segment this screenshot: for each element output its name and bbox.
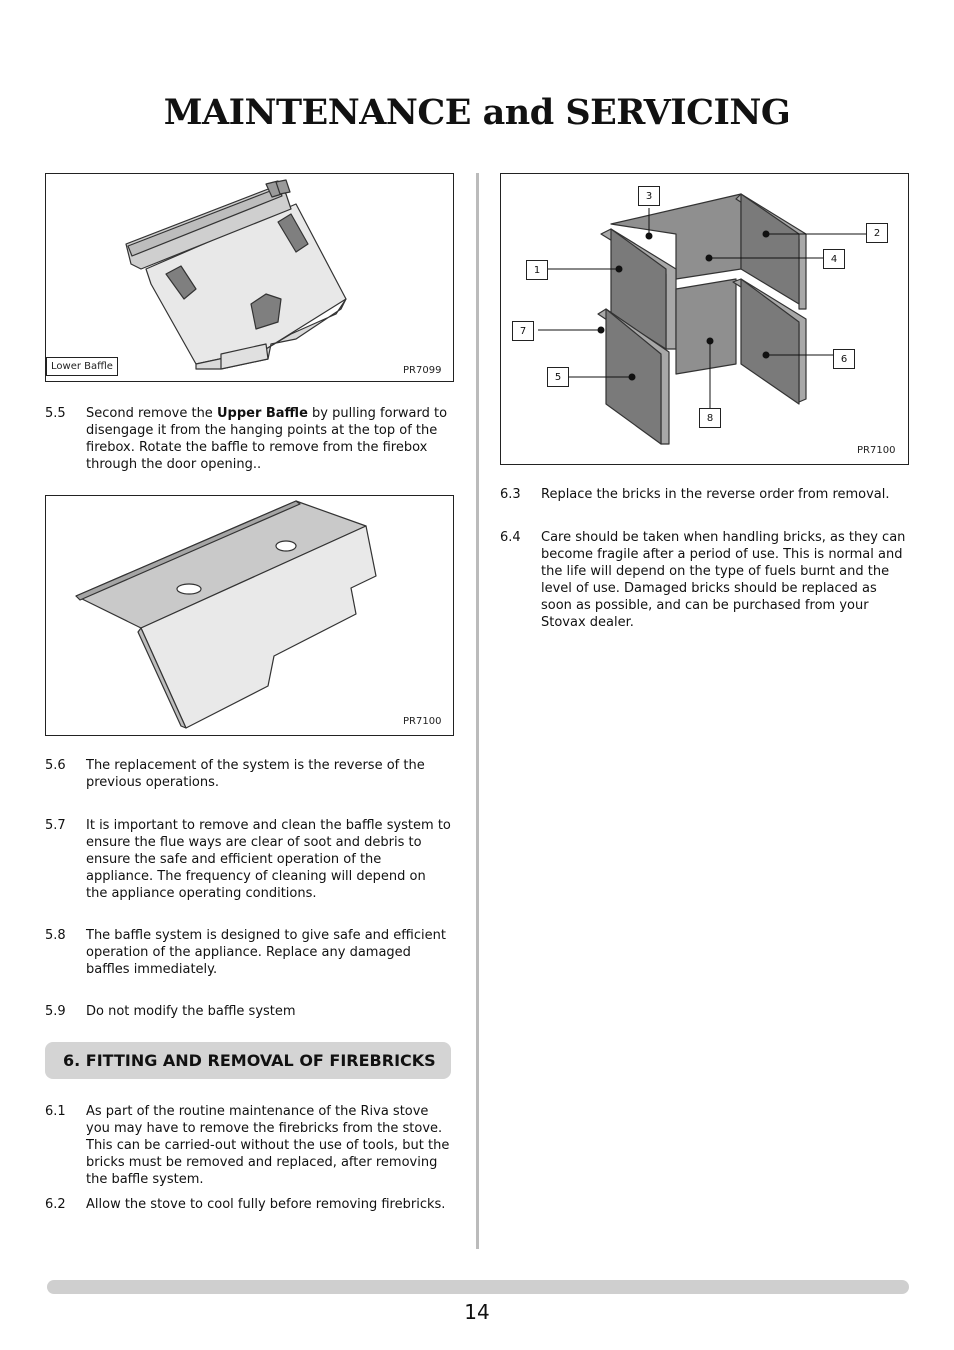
callout-label-8: 8	[699, 408, 721, 428]
paragraph-text: Replace the bricks in the reverse order from removal.	[541, 487, 890, 502]
paragraph-number: 6.1	[45, 1104, 66, 1119]
paragraph-text: Do not modify the baffle system	[86, 1004, 296, 1019]
column-divider	[476, 173, 479, 1249]
paragraph-5-7	[45, 817, 455, 905]
callout-label-1: 1	[526, 260, 548, 280]
lower-baffle-label: Lower Baffle	[46, 357, 118, 376]
paragraph-number: 5.9	[45, 1004, 66, 1019]
paragraph-text: The baffle system is designed to give safe and efficient operation of the appliance. Replace any damaged baffles immediately.	[86, 928, 446, 977]
page-title: MAINTENANCE and SERVICING	[163, 92, 791, 133]
paragraph-5-9	[45, 1003, 455, 1023]
callout-label-4: 4	[823, 249, 845, 269]
paragraph-text: The replacement of the system is the reverse of the previous operations.	[86, 758, 425, 790]
text-run: by pulling forward to disengage it from the hanging points at the top of the firebox. Rotate the baffle to remove from the firebox through the door opening..	[86, 406, 448, 472]
paragraph-number: 5.6	[45, 758, 66, 773]
paragraph-text: As part of the routine maintenance of the Riva stove you may have to remove the firebricks from the stove. This can be carried-out without the use of tools, but the bricks must be removed and replaced, after removing the baffle system.	[86, 1104, 450, 1187]
firebricks-figure	[500, 173, 909, 465]
callout-label-5: 5	[547, 367, 569, 387]
paragraph-text: Care should be taken when handling bricks, as they can become fragile after a period of use. This is normal and the life will depend on the type of fuels burnt and the level of use. Damaged bricks should be replaced as soon as possible, and can be purchased from your Stovax dealer.	[541, 530, 906, 630]
paragraph-6-3	[500, 486, 910, 506]
figure-id-pr7100: PR7100	[403, 716, 442, 727]
paragraph-6-4	[500, 529, 910, 630]
paragraph-5-5	[45, 405, 455, 477]
upper-baffle-figure	[45, 495, 454, 736]
paragraph-6-2	[45, 1196, 455, 1216]
paragraph-text	[86, 405, 456, 473]
paragraph-number: 5.5	[45, 406, 66, 421]
paragraph-text: Allow the stove to cool fully before removing firebricks.	[86, 1197, 446, 1212]
text-run: Second remove the	[86, 406, 217, 421]
figure-id-pr7100: PR7100	[857, 445, 896, 456]
paragraph-5-8	[45, 927, 455, 981]
paragraph-5-6	[45, 757, 455, 793]
lower-baffle-figure	[45, 173, 454, 382]
paragraph-number: 6.4	[500, 530, 521, 545]
upper-baffle-term: Upper Baffle	[216, 406, 308, 421]
lower-baffle-illustration	[46, 174, 453, 381]
paragraph-number: 5.7	[45, 818, 66, 833]
figure-id-pr7099: PR7099	[403, 365, 442, 376]
paragraph-number: 5.8	[45, 928, 66, 943]
section-heading-firebricks: 6. FITTING AND REMOVAL OF FIREBRICKS	[45, 1042, 451, 1079]
paragraph-number: 6.3	[500, 487, 521, 502]
paragraph-6-1	[45, 1103, 455, 1187]
callout-label-2: 2	[866, 223, 888, 243]
paragraph-text: It is important to remove and clean the baffle system to ensure the flue ways are clear of soot and debris to ensure the safe and efficient operation of the appliance. The frequency of cleaning will depend on the appliance operating conditions.	[86, 818, 451, 901]
callout-label-6: 6	[833, 349, 855, 369]
page-number: 14	[464, 1300, 490, 1324]
callout-label-7: 7	[512, 321, 534, 341]
callout-label-3: 3	[638, 186, 660, 206]
upper-baffle-illustration	[46, 496, 453, 735]
paragraph-number: 6.2	[45, 1197, 66, 1212]
footer-bar	[47, 1280, 909, 1294]
